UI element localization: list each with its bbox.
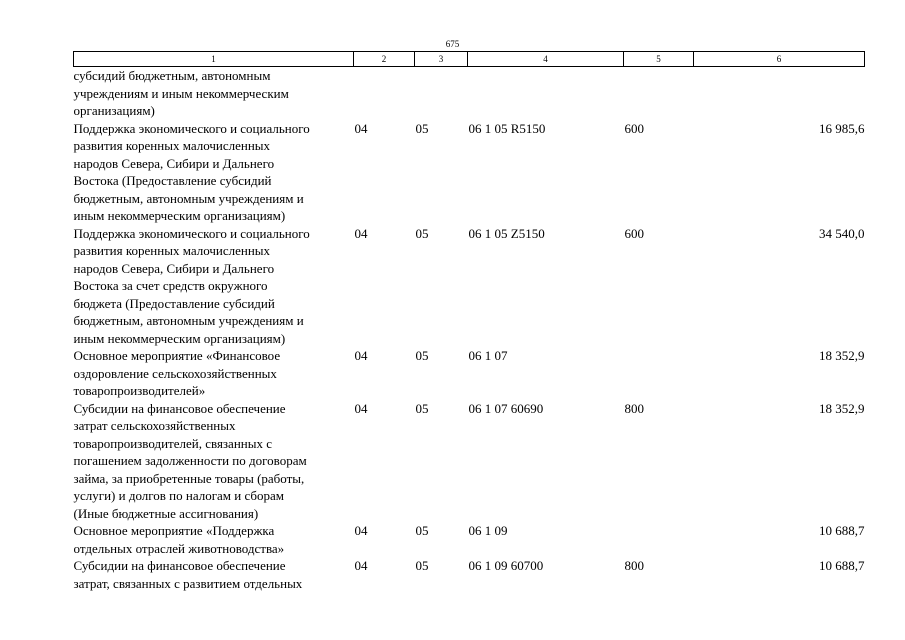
row-description: Основное мероприятие «Финансовое оздоровление сельскохозяйственных товаропроизводителей»: [73, 348, 281, 398]
header-col-6: 6: [694, 52, 865, 67]
row-amount: 16 985,6: [819, 120, 865, 136]
row-subsection-code: 05: [415, 225, 429, 241]
row-target-article: [468, 67, 624, 120]
table-row: [74, 522, 865, 557]
row-target-article: 06 1 05 Z5150: [468, 225, 545, 241]
row-amount: [694, 67, 865, 120]
page-number: 675: [445, 39, 460, 49]
row-expense-type: 800: [624, 400, 644, 416]
row-target-article: 06 1 07 60690: [468, 400, 544, 416]
row-description: Поддержка экономического и социального развития коренных малочисленных народов Севера, Сибири и Дальнего Востока (Предоставление субсидий бюджетным, автономным учреждениям и иным некоммерческим организациям): [73, 120, 310, 223]
row-description: субсидий бюджетным, автономным учреждениям и иным некоммерческим организациям): [73, 68, 289, 118]
row-description: Основное мероприятие «Поддержка отдельных отраслей животноводства»: [73, 523, 285, 556]
row-section-code: 04: [354, 400, 368, 416]
row-subsection-code: 05: [415, 400, 429, 416]
row-amount: 10 688,7: [819, 523, 865, 538]
table-row: [74, 120, 865, 225]
row-subsection-code: 05: [415, 348, 429, 363]
row-expense-type: 600: [624, 225, 644, 241]
row-target-article: 06 1 09 60700: [468, 558, 544, 573]
row-expense-type: 800: [624, 558, 644, 573]
budget-table: [73, 51, 865, 592]
header-col-2: 2: [354, 52, 415, 67]
header-row: [74, 52, 865, 67]
row-expense-type: [624, 67, 694, 120]
row-description: Субсидии на финансовое обеспечение затрат, связанных с развитием отдельных: [73, 558, 303, 591]
row-expense-type: [624, 347, 694, 400]
table-row: [74, 347, 865, 400]
row-amount: 10 688,7: [819, 558, 865, 573]
table-row: [74, 557, 865, 592]
row-description: Субсидии на финансовое обеспечение затрат сельскохозяйственных товаропроизводителей, связанных с погашением задолженности по договорам займа, за приобретенные товары (работы, услуги) и долгов по налогам и сборам (Иные бюджетные ассигнования): [73, 400, 307, 521]
row-section-code: 04: [354, 225, 368, 241]
header-col-5: 5: [624, 52, 694, 67]
table-body: [74, 67, 865, 593]
table-row: [74, 67, 865, 120]
row-target-article: 06 1 09: [468, 523, 508, 538]
row-expense-type: [624, 522, 694, 557]
row-subsection-code: 05: [415, 523, 429, 538]
row-subsection-code: 05: [415, 558, 429, 573]
row-subsection-code: 05: [415, 120, 429, 136]
header-col-3: 3: [415, 52, 468, 67]
row-section-code: 04: [354, 523, 368, 538]
header-col-4: 4: [468, 52, 624, 67]
row-section-code: [354, 67, 415, 120]
row-section-code: 04: [354, 120, 368, 136]
row-target-article: 06 1 05 R5150: [468, 120, 546, 136]
row-section-code: 04: [354, 558, 368, 573]
row-amount: 18 352,9: [819, 348, 865, 363]
table-row: [74, 400, 865, 523]
table-header: [74, 52, 865, 67]
table-row: [74, 225, 865, 348]
row-section-code: 04: [354, 348, 368, 363]
row-subsection-code: [415, 67, 468, 120]
row-amount: 34 540,0: [819, 225, 865, 241]
header-col-1: 1: [74, 52, 354, 67]
row-expense-type: 600: [624, 120, 644, 136]
row-target-article: 06 1 07: [468, 348, 508, 363]
row-description: Поддержка экономического и социального развития коренных малочисленных народов Севера, Сибири и Дальнего Востока за счет средств окружного бюджета (Предоставление субсидий бюджетным, автономным учреждениям и иным некоммерческим организациям): [73, 225, 310, 346]
row-amount: 18 352,9: [819, 400, 865, 416]
